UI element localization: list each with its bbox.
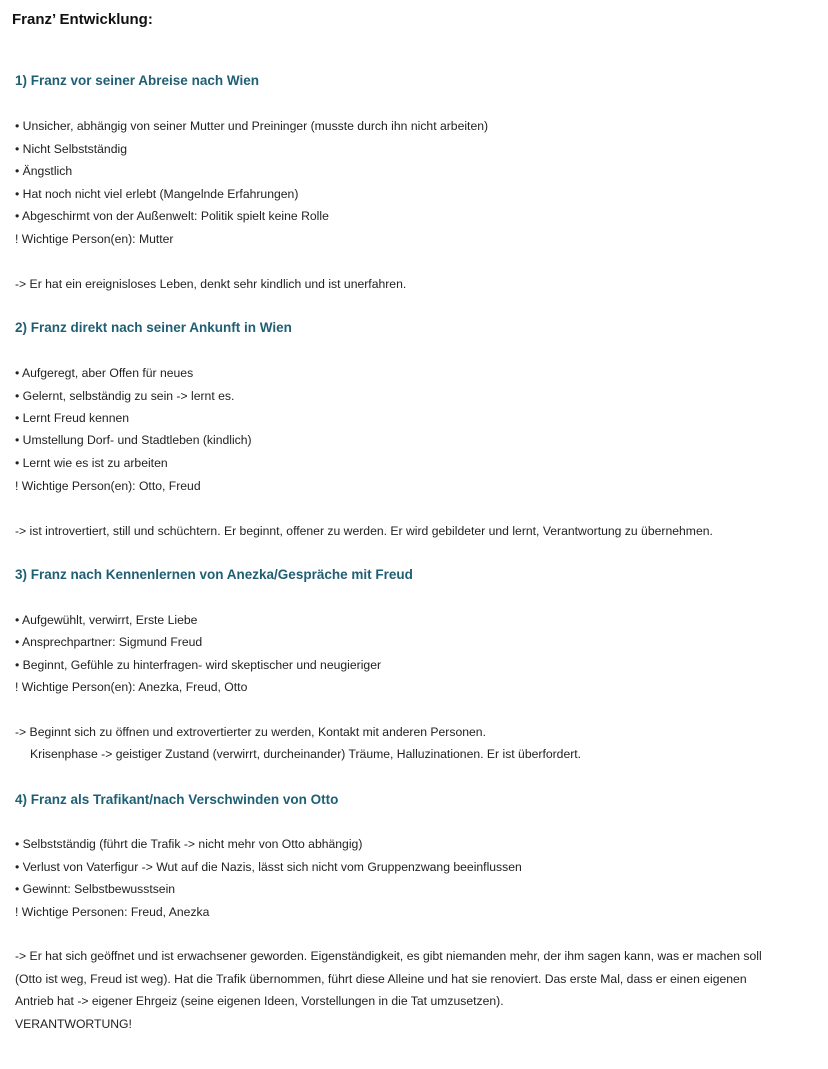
section-4-summary: -> Er hat sich geöffnet und ist erwachsener geworden. Eigenständigkeit, es gibt niemanden mehr, der ihm sagen kann, was er machen soll <box>15 949 762 963</box>
section-4-summary: (Otto ist weg, Freud ist weg). Hat die Trafik übernommen, führt diese Alleine und hat sie renoviert. Das erste Mal, dass er einen eigenen <box>15 972 747 986</box>
section-4-bullet: • Selbstständig (führt die Trafik -> nicht mehr von Otto abhängig) <box>15 837 363 851</box>
section-3-important-persons: ! Wichtige Person(en): Anezka, Freud, Otto <box>15 680 248 694</box>
section-1-bullet: • Unsicher, abhängig von seiner Mutter und Preininger (musste durch ihn nicht arbeiten) <box>15 119 489 133</box>
section-2-bullet: • Lernt wie es ist zu arbeiten <box>15 456 168 470</box>
section-1-bullet: • Ängstlich <box>15 164 73 178</box>
section-2-bullet: • Aufgeregt, aber Offen für neues <box>15 366 194 380</box>
section-1-important-persons: ! Wichtige Person(en): Mutter <box>15 232 174 246</box>
section-2-important-persons: ! Wichtige Person(en): Otto, Freud <box>15 479 201 493</box>
section-4-summary: Antrieb hat -> eigener Ehrgeiz (seine eigenen Ideen, Vorstellungen in die Tat umzusetzen). <box>15 994 504 1008</box>
section-2-summary: -> ist introvertiert, still und schüchtern. Er beginnt, offener zu werden. Er wird gebildeter und lernt, Verantwortung zu übernehmen. <box>15 524 713 538</box>
section-4-summary: VERANTWORTUNG! <box>15 1017 132 1031</box>
section-3-summary: Krisenphase -> geistiger Zustand (verwirrt, durcheinander) Träume, Halluzinationen. Er ist überfordert. <box>30 747 582 761</box>
section-3-heading: 3) Franz nach Kennenlernen von Anezka/Gespräche mit Freud <box>15 567 413 582</box>
section-1-heading: 1) Franz vor seiner Abreise nach Wien <box>15 73 259 88</box>
section-3-bullet: • Ansprechpartner: Sigmund Freud <box>15 635 203 649</box>
section-2-bullet: • Gelernt, selbständig zu sein -> lernt es. <box>15 389 235 403</box>
section-2-heading: 2) Franz direkt nach seiner Ankunft in Wien <box>15 320 292 335</box>
section-2-bullet: • Lernt Freud kennen <box>15 411 130 425</box>
section-1-bullet: • Nicht Selbstständig <box>15 142 127 156</box>
section-4-bullet: • Gewinnt: Selbstbewusstsein <box>15 882 176 896</box>
section-3-bullet: • Beginnt, Gefühle zu hinterfragen- wird skeptischer und neugieriger <box>15 658 382 672</box>
section-4-important-persons: ! Wichtige Personen: Freud, Anezka <box>15 905 210 919</box>
section-3-summary: -> Beginnt sich zu öffnen und extrovertierter zu werden, Kontakt mit anderen Personen. <box>15 725 486 739</box>
page-title: Franz’ Entwicklung: <box>12 11 153 28</box>
section-4-bullet: • Verlust von Vaterfigur -> Wut auf die Nazis, lässt sich nicht vom Gruppenzwang beeinflussen <box>15 860 522 874</box>
section-3-bullet: • Aufgewühlt, verwirrt, Erste Liebe <box>15 613 198 627</box>
section-1-bullet: • Abgeschirmt von der Außenwelt: Politik spielt keine Rolle <box>15 209 329 223</box>
section-1-bullet: • Hat noch nicht viel erlebt (Mangelnde Erfahrungen) <box>15 187 299 201</box>
section-1-summary: -> Er hat ein ereignisloses Leben, denkt sehr kindlich und ist unerfahren. <box>15 277 407 291</box>
section-2-bullet: • Umstellung Dorf- und Stadtleben (kindlich) <box>15 433 252 447</box>
section-4-heading: 4) Franz als Trafikant/nach Verschwinden von Otto <box>15 792 339 807</box>
